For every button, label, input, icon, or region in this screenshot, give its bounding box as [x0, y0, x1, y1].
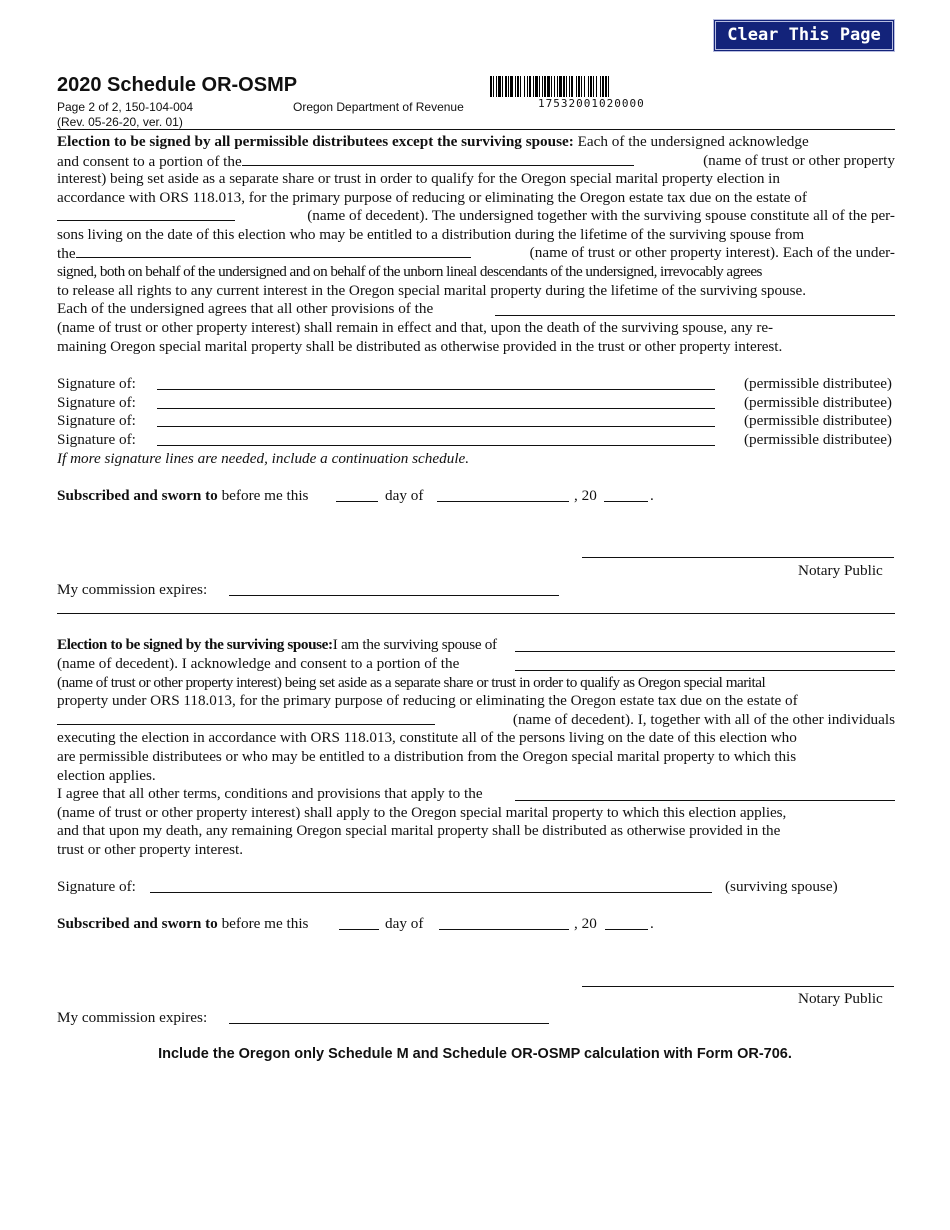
barcode-bar [554, 76, 555, 97]
s1-heading: Election to be signed by all permissible distributees except the surviving spouse: [57, 133, 574, 150]
s1-line-3: interest) being set aside as a separate share or trust in order to qualify for the Oregon special marital property election in [57, 170, 780, 187]
signature-label: Signature of: [57, 375, 136, 392]
sworn-month-field-1[interactable] [437, 501, 569, 502]
day-of-label: day of [385, 487, 424, 504]
barcode-bar [584, 76, 585, 97]
barcode-bar [608, 76, 609, 97]
header-rule [57, 129, 895, 130]
s2-line-2 [57, 655, 895, 674]
barcode-bar [547, 76, 550, 97]
sworn-statement-2 [57, 915, 895, 933]
barcode-bar [529, 76, 531, 97]
clear-page-button[interactable]: Clear This Page [713, 19, 895, 52]
signature-label: Signature of: [57, 431, 136, 448]
commission-row-1 [57, 581, 895, 599]
s2-line-8: election applies. [57, 767, 156, 784]
barcode-bar [581, 76, 582, 97]
barcode-bar [505, 76, 507, 97]
barcode-bar [566, 76, 567, 97]
barcode-bar [498, 76, 501, 97]
signature-field-2[interactable] [157, 408, 715, 409]
barcode-number: 17532001020000 [538, 97, 645, 110]
s2-line-12: trust or other property interest. [57, 841, 243, 858]
sworn-year-field-2[interactable] [605, 929, 648, 930]
s2-line-6: executing the election in accordance with ORS 118.013, constitute all of the persons living on the date of this election who [57, 729, 797, 746]
barcode-bar [508, 76, 509, 97]
page-info: Page 2 of 2, 150-104-004 [57, 100, 194, 114]
s2-line-7: are permissible distributees or who may be entitled to a distribution from the Oregon special marital property to which this [57, 748, 797, 765]
barcode-bar [596, 76, 597, 97]
s1-text: (name of trust or other property [703, 152, 895, 169]
s1-text: the [57, 245, 76, 262]
barcode-bar [542, 76, 543, 97]
decedent-name-field-3[interactable] [57, 711, 435, 725]
sworn-text: before me this [221, 915, 309, 932]
s2-line-4: property under ORS 118.013, for the primary purpose of reducing or eliminating the Oregon estate tax due on the estate of [57, 692, 798, 709]
sworn-text: before me this [221, 487, 309, 504]
period: . [650, 487, 654, 504]
s1-line-12: maining Oregon special marital property shall be distributed as otherwise provided in the trust or other property interest. [57, 338, 783, 355]
barcode-bar [502, 76, 503, 97]
trust-name-field-2[interactable] [76, 244, 471, 258]
s1-line-9: to release all rights to any current interest in the Oregon special marital property during the lifetime of the surviving spouse. [57, 282, 806, 299]
s1-line-6: sons living on the date of this election who may be entitled to a distribution during the lifetime of the surviving spouse from [57, 226, 804, 243]
s1-line-7 [57, 244, 895, 264]
sworn-statement-1 [57, 487, 895, 505]
s2-heading: Election to be signed by the surviving spouse: [57, 636, 333, 653]
barcode-bar [563, 76, 565, 97]
barcode-bar [551, 76, 552, 97]
sworn-day-field-1[interactable] [336, 501, 378, 502]
s1-text: (name of decedent). The undersigned together with the surviving spouse constitute all of the per- [307, 207, 895, 224]
sworn-day-field-2[interactable] [339, 929, 379, 930]
s2-line-5 [57, 711, 895, 731]
s2-text: (name of decedent). I acknowledge and consent to a portion of the [57, 655, 460, 672]
s1-line-5 [57, 207, 895, 227]
signature-role: (permissible distributee) [743, 431, 892, 448]
barcode-bar [535, 76, 538, 97]
commission-expires-field-2[interactable] [229, 1023, 549, 1024]
s1-line-11: (name of trust or other property interest) shall remain in effect and that, upon the death of the surviving spouse, any re- [57, 319, 774, 336]
barcode-bar [515, 76, 516, 97]
barcode-bar [557, 76, 558, 97]
signature-role: (permissible distributee) [743, 375, 892, 392]
s2-text: (name of decedent). I, together with all of the other individuals [512, 711, 895, 728]
signature-row-2 [57, 394, 895, 412]
trust-name-field-1[interactable] [242, 152, 634, 166]
notary-signature-field-2[interactable] [582, 986, 894, 987]
s2-line-1 [57, 636, 895, 655]
trust-name-field-5[interactable] [515, 787, 895, 801]
barcode-bar [588, 76, 589, 97]
barcode-image [490, 76, 702, 97]
s1-line-8: signed, both on behalf of the undersigned and on behalf of the unborn lineal descendants of the undersigned, irrevocably agrees [57, 263, 762, 280]
commission-row-2 [57, 1009, 895, 1027]
s1-line-1 [57, 133, 895, 152]
signature-field-4[interactable] [157, 445, 715, 446]
commission-expires-field-1[interactable] [229, 595, 559, 596]
spouse-signature-row [57, 878, 895, 896]
signature-row-4 [57, 431, 895, 449]
signature-label: Signature of: [57, 412, 136, 429]
footer-instruction: Include the Oregon only Schedule M and Schedule OR-OSMP calculation with Form OR-706. [158, 1046, 792, 1062]
trust-name-field-4[interactable] [515, 657, 895, 671]
s1-text: and consent to a portion of the [57, 153, 242, 170]
s1-line-10 [57, 300, 895, 319]
s2-text: I agree that all other terms, conditions and provisions that apply to the [57, 785, 483, 802]
s2-line-9 [57, 785, 895, 804]
decedent-name-field-2[interactable] [515, 638, 895, 652]
barcode-bar [593, 76, 594, 97]
barcode-bar [493, 76, 494, 97]
signature-label: Signature of: [57, 394, 136, 411]
barcode-bar [602, 76, 604, 97]
sworn-month-field-2[interactable] [439, 929, 569, 930]
spouse-signature-field[interactable] [150, 892, 712, 893]
revision-info: (Rev. 05-26-20, ver. 01) [57, 115, 183, 129]
barcode-bar [490, 76, 492, 97]
notary-signature-field-1[interactable] [582, 557, 894, 558]
barcode-bar [578, 76, 580, 97]
commission-label: My commission expires: [57, 1009, 208, 1026]
spouse-role: (surviving spouse) [725, 878, 838, 895]
barcode-bar [605, 76, 607, 97]
barcode-bar [527, 76, 528, 97]
day-of-label: day of [385, 915, 424, 932]
barcode-bar [539, 76, 540, 97]
s2-line-10: (name of trust or other property interest) shall apply to the Oregon special marital property to which this election applies, [57, 804, 787, 821]
commission-label: My commission expires: [57, 581, 208, 598]
sworn-bold: Subscribed and sworn to [57, 487, 218, 504]
year-prefix: , 20 [574, 487, 597, 504]
s2-line-3: (name of trust or other property interest) being set aside as a separate share or trust in order to qualify as Oregon special marital [57, 674, 766, 691]
s1-text: (name of trust or other property interest). Each of the under- [529, 244, 895, 261]
s1-line-4: accordance with ORS 118.013, for the primary purpose of reducing or eliminating the Oregon estate tax due on the estate of [57, 189, 807, 206]
signature-row-1 [57, 375, 895, 393]
s1-line-2 [57, 152, 895, 172]
barcode-bar [533, 76, 534, 97]
notary-label-1: Notary Public [798, 562, 883, 579]
period: . [650, 915, 654, 932]
continuation-note: If more signature lines are needed, include a continuation schedule. [57, 450, 470, 467]
barcode-bar [571, 76, 573, 97]
barcode-bar [520, 76, 521, 97]
s2-text: I am the surviving spouse of [332, 636, 497, 653]
decedent-name-field-1[interactable] [57, 207, 235, 221]
signature-field-3[interactable] [157, 426, 715, 427]
s2-line-11: and that upon my death, any remaining Oregon special marital property shall be distributed as otherwise provided in the [57, 822, 781, 839]
barcode-bar [510, 76, 513, 97]
barcode-bar [559, 76, 562, 97]
signature-field-1[interactable] [157, 389, 715, 390]
barcode-bar [524, 76, 525, 97]
section-divider [57, 613, 895, 614]
barcode-bar [569, 76, 570, 97]
barcode-bar [600, 76, 601, 97]
signature-role: (permissible distributee) [743, 394, 892, 411]
barcode-bar [544, 76, 546, 97]
barcode-bar [517, 76, 519, 97]
year-prefix: , 20 [574, 915, 597, 932]
barcode-bar [590, 76, 592, 97]
signature-label: Signature of: [57, 878, 136, 895]
notary-label-2: Notary Public [798, 990, 883, 1007]
barcode-bar [576, 76, 577, 97]
s1-text: Each of the undersigned agrees that all other provisions of the [57, 300, 434, 317]
s1-text: Each of the undersigned acknowledge [577, 133, 809, 150]
barcode-bar [496, 76, 497, 97]
form-title: 2020 Schedule OR-OSMP [57, 74, 298, 96]
signature-role: (permissible distributee) [743, 412, 892, 429]
sworn-bold: Subscribed and sworn to [57, 915, 218, 932]
department-name: Oregon Department of Revenue [293, 100, 464, 114]
sworn-year-field-1[interactable] [604, 501, 648, 502]
signature-row-3 [57, 412, 895, 430]
trust-name-field-3[interactable] [495, 302, 895, 316]
